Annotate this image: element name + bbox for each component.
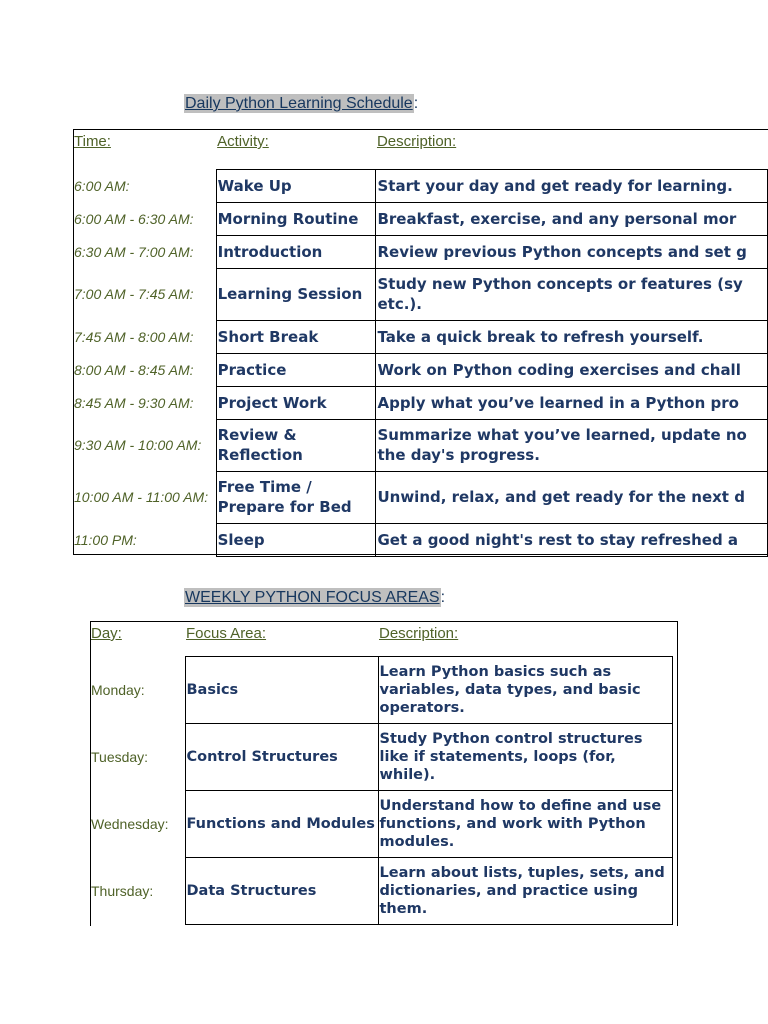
time-cell: 6:00 AM: <box>74 177 130 194</box>
header-focus-area: Focus Area: <box>186 625 267 642</box>
daily-schedule-title <box>184 95 418 113</box>
table-row <box>90 656 672 723</box>
time-cell: 10:00 AM - 11:00 AM: <box>74 489 209 505</box>
header-activity: Activity: <box>217 133 269 150</box>
activity-cell: Short Break <box>216 320 376 353</box>
description-line-1: Summarize what you’ve learned, update no <box>377 426 747 444</box>
table-row <box>90 790 672 857</box>
description-cell <box>376 268 768 320</box>
description-cell: Get a good night's rest to stay refreshed a <box>376 523 768 556</box>
day-cell: Wednesday: <box>91 815 169 832</box>
table-row <box>73 471 768 523</box>
daily-schedule-title-colon: : <box>413 95 419 112</box>
weekly-focus-title-text: WEEKLY PYTHON FOCUS AREAS <box>185 589 440 606</box>
description-cell: Learn about lists, tuples, sets, and dictionaries, and practice using them. <box>378 857 672 924</box>
time-cell: 9:30 AM - 10:00 AM: <box>74 437 202 453</box>
table-row <box>90 723 672 790</box>
table-row <box>73 202 768 235</box>
description-line-2: the day's progress. <box>377 446 540 464</box>
focus-cell: Control Structures <box>185 723 378 790</box>
description-cell: Work on Python coding exercises and chall <box>376 353 768 386</box>
time-cell: 8:00 AM - 8:45 AM: <box>74 361 194 378</box>
description-cell: Start your day and get ready for learning. <box>376 169 768 202</box>
activity-cell: Free Time / Prepare for Bed <box>216 471 376 523</box>
activity-cell: Review & Reflection <box>216 419 376 471</box>
header-time: Time: <box>74 133 111 150</box>
activity-cell: Project Work <box>216 386 376 419</box>
table-row <box>73 386 768 419</box>
description-cell: Take a quick break to refresh yourself. <box>376 320 768 353</box>
time-cell: 6:00 AM - 6:30 AM: <box>74 210 194 227</box>
time-cell: 7:45 AM - 8:00 AM: <box>74 328 194 345</box>
time-cell: 6:30 AM - 7:00 AM: <box>74 243 194 260</box>
header-description: Description: <box>376 133 457 150</box>
daily-header-row <box>73 129 768 169</box>
weekly-focus-table <box>90 621 673 925</box>
activity-cell: Learning Session <box>216 268 376 320</box>
daily-schedule-table <box>73 129 768 557</box>
focus-cell: Data Structures <box>185 857 378 924</box>
table-row <box>73 419 768 471</box>
description-cell: Review previous Python concepts and set g <box>376 235 768 268</box>
description-cell: Breakfast, exercise, and any personal mor <box>376 202 768 235</box>
header-day: Day: <box>91 625 122 642</box>
table-row <box>73 169 768 202</box>
description-cell <box>376 419 768 471</box>
day-cell: Monday: <box>91 681 145 698</box>
description-line-1: Study new Python concepts or features (sy <box>377 275 743 293</box>
description-cell: Understand how to define and use functions, and work with Python modules. <box>378 790 672 857</box>
weekly-focus-title-colon: : <box>440 589 446 606</box>
description-cell: Study Python control structures like if statements, loops (for, while). <box>378 723 672 790</box>
activity-cell: Morning Routine <box>216 202 376 235</box>
table-row <box>73 320 768 353</box>
activity-cell: Sleep <box>216 523 376 556</box>
activity-cell: Introduction <box>216 235 376 268</box>
table-row <box>73 235 768 268</box>
table-row <box>73 523 768 556</box>
time-cell: 11:00 PM: <box>74 531 137 548</box>
weekly-header-row <box>90 621 672 656</box>
daily-schedule-title-text: Daily Python Learning Schedule <box>185 95 413 112</box>
description-cell: Apply what you’ve learned in a Python pro <box>376 386 768 419</box>
table-row <box>90 857 672 924</box>
time-cell: 7:00 AM - 7:45 AM: <box>74 286 194 302</box>
day-cell: Thursday: <box>91 882 154 899</box>
table-row <box>73 353 768 386</box>
day-cell: Tuesday: <box>91 748 149 765</box>
header-description: Description: <box>379 625 459 642</box>
description-cell: Unwind, relax, and get ready for the next d <box>376 471 768 523</box>
focus-cell: Basics <box>185 656 378 723</box>
activity-cell: Wake Up <box>216 169 376 202</box>
focus-cell: Functions and Modules <box>185 790 378 857</box>
weekly-focus-title <box>184 589 445 607</box>
description-cell: Learn Python basics such as variables, data types, and basic operators. <box>378 656 672 723</box>
time-cell: 8:45 AM - 9:30 AM: <box>74 394 194 411</box>
table-row <box>73 268 768 320</box>
activity-cell: Practice <box>216 353 376 386</box>
description-line-2: etc.). <box>377 295 422 313</box>
